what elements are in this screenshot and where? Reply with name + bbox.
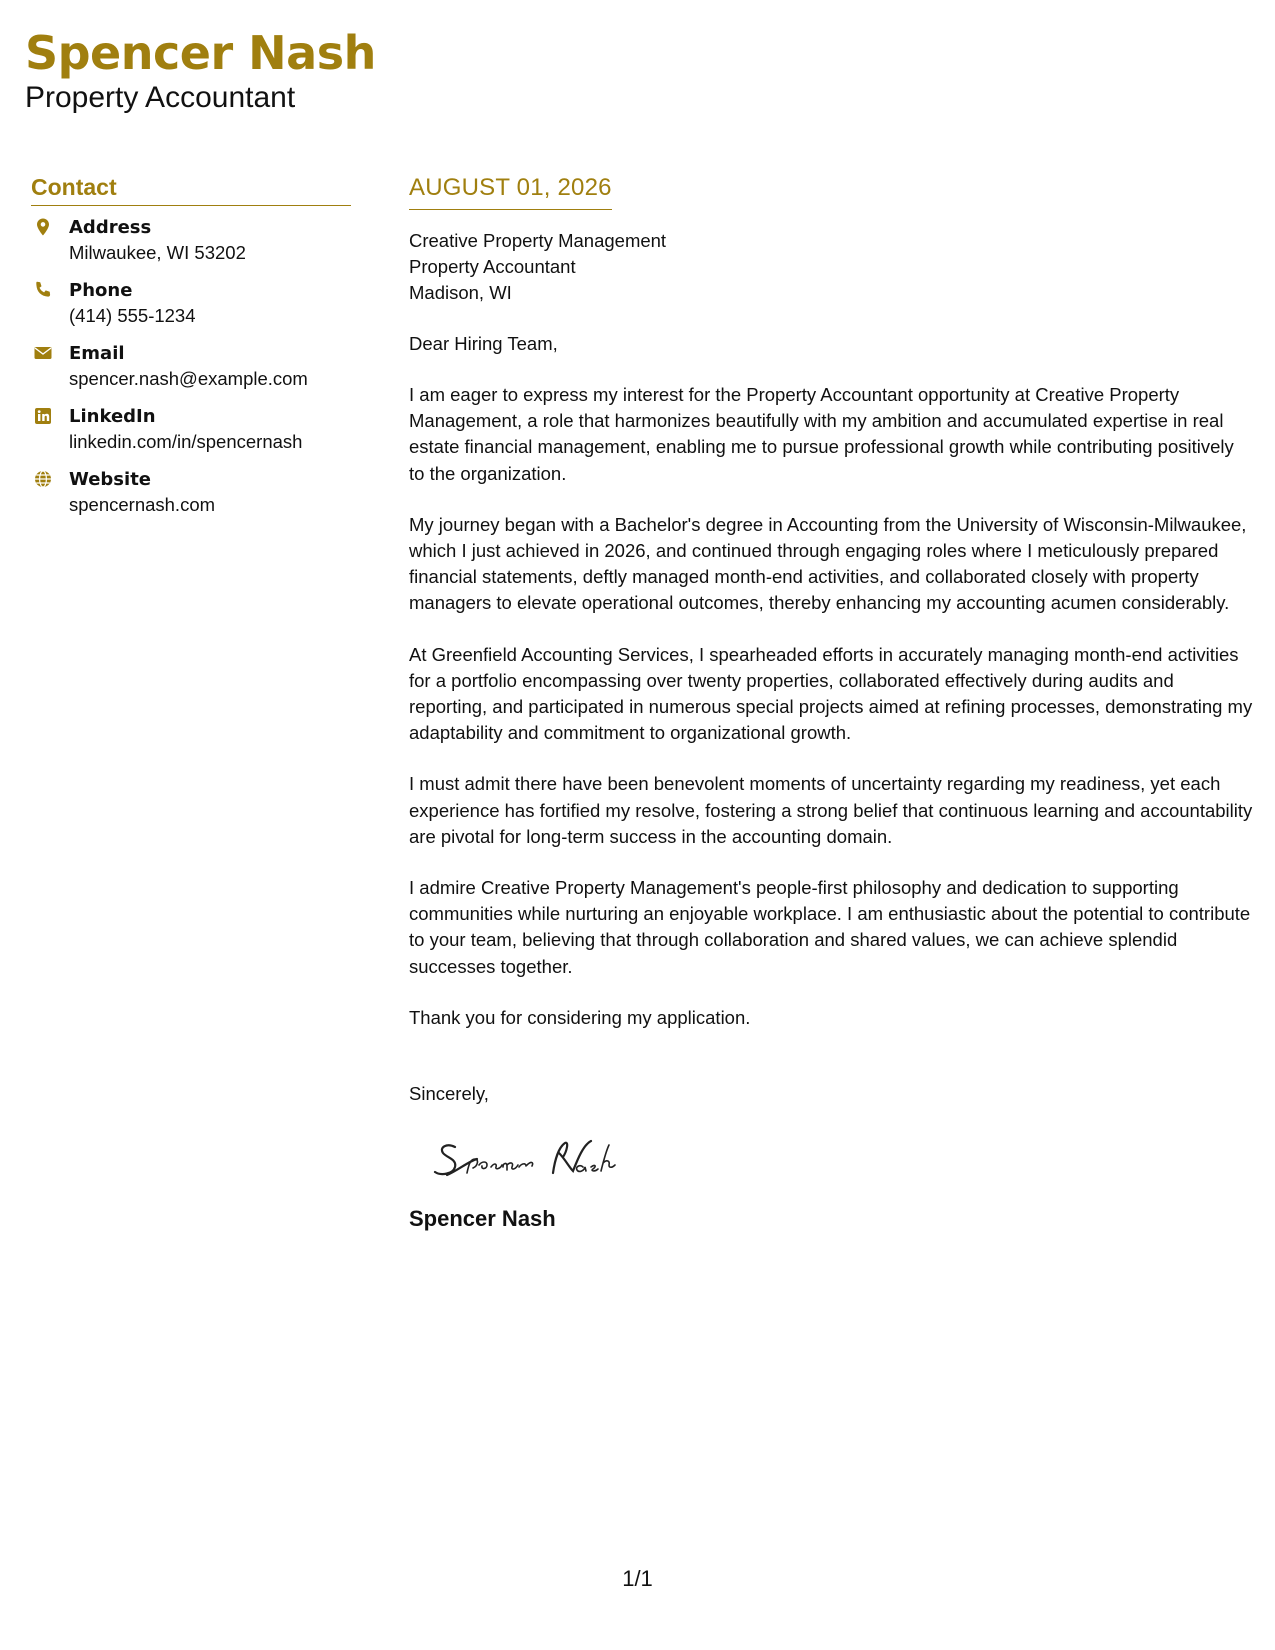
contact-value: Milwaukee, WI 53202	[69, 242, 246, 263]
body-paragraph: At Greenfield Accounting Services, I spearheaded efforts in accurately managing month-end activities for a portfolio encompassing over twenty properties, collaborated effectively during audits and reporting, and participated in numerous special projects aimed at refining processes, demonstrating my adaptability and commitment to organizational growth.	[409, 643, 1253, 744]
applicant-name: Spencer Nash	[25, 26, 376, 80]
linkedin-icon	[33, 406, 55, 428]
recipient-position: Property Accountant	[409, 256, 576, 277]
contact-linkedin	[31, 405, 351, 454]
salutation: Dear Hiring Team,	[409, 333, 558, 354]
body-paragraph: I must admit there have been benevolent moments of uncertainty regarding my readiness, yet each experience has fortified my resolve, fostering a strong belief that continuous learning and accountability are pivotal for long-term success in the accounting domain.	[409, 773, 1253, 847]
contact-list	[31, 216, 351, 517]
contact-value: linkedin.com/in/spencernash	[69, 431, 303, 452]
recipient-company: Creative Property Management	[409, 230, 667, 251]
applicant-title: Property Accountant	[25, 81, 296, 114]
contact-label: LinkedIn	[69, 406, 156, 427]
contact-label: Website	[69, 469, 152, 490]
envelope-icon	[33, 343, 55, 365]
signer-name: Spencer Nash	[409, 1206, 556, 1232]
contact-email	[31, 342, 351, 391]
contact-phone	[31, 279, 351, 328]
body-paragraph: I am eager to express my interest for the Property Accountant opportunity at Creative Property Management, a role that harmonizes beautifully with my ambition and accumulated expertise in real estate financial management, enabling me to pursue professional growth while contributing positively to the organization.	[409, 384, 1234, 484]
body-paragraph: I admire Creative Property Management's people-first philosophy and dedication to supporting communities while nurturing an enjoyable workplace. I am enthusiastic about the potential to contribute to your team, believing that through collaboration and shared values, we can achieve splendid successes together.	[409, 877, 1251, 977]
phone-icon	[33, 280, 55, 302]
contact-label: Address	[69, 217, 152, 238]
body-paragraph: Thank you for considering my application.	[409, 1006, 751, 1028]
resume-header	[25, 26, 376, 116]
page-number: 1/1	[622, 1566, 653, 1591]
contact-label: Email	[69, 343, 125, 364]
contact-sidebar	[31, 173, 351, 531]
recipient-block	[409, 228, 1254, 306]
globe-icon	[33, 469, 55, 491]
contact-value: spencer.nash@example.com	[69, 368, 308, 389]
closing: Sincerely,	[409, 1083, 489, 1105]
contact-website	[31, 468, 351, 517]
letter-date-block	[409, 173, 612, 210]
contact-heading: Contact	[31, 173, 351, 206]
body-paragraph: My journey began with a Bachelor's degree in Accounting from the University of Wisconsin-Milwaukee, which I just achieved in 2026, and continued through engaging roles where I meticulously prepared financial statements, deftly managed month-end activities, and collaborated closely with property managers to elevate operational outcomes, thereby enhancing my accounting acumen considerably.	[409, 513, 1247, 614]
location-pin-icon	[33, 217, 55, 239]
contact-label: Phone	[69, 280, 133, 301]
contact-address	[31, 216, 351, 265]
recipient-location: Madison, WI	[409, 282, 512, 303]
contact-value: (414) 555-1234	[69, 305, 196, 326]
letter-body	[409, 173, 1254, 1233]
letter-date: AUGUST 01, 2026	[409, 174, 612, 201]
contact-value: spencernash.com	[69, 494, 216, 515]
handwritten-signature	[433, 1129, 663, 1185]
